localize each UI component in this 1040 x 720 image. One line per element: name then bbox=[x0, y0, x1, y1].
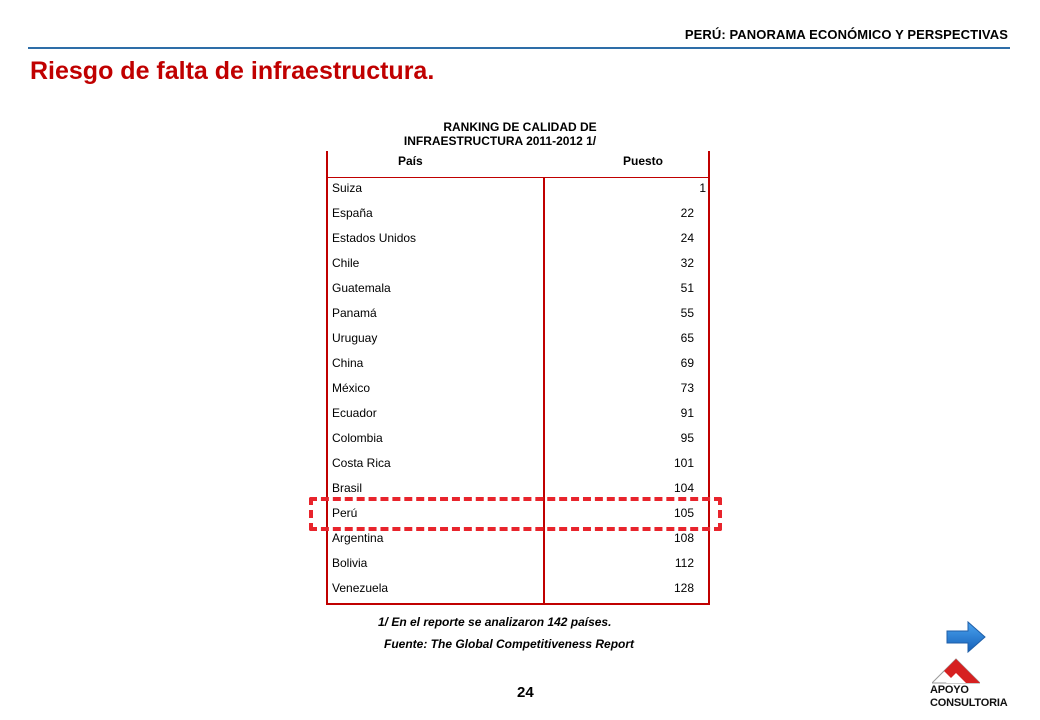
apoyo-logo-icon bbox=[932, 658, 980, 684]
header-rank: Puesto bbox=[623, 154, 664, 168]
row-rank: 55 bbox=[680, 306, 694, 320]
source-note: Fuente: The Global Competitiveness Report bbox=[384, 637, 635, 651]
row-rank: 69 bbox=[680, 356, 694, 370]
table-row bbox=[328, 177, 708, 202]
row-country: Panamá bbox=[332, 306, 377, 320]
row-country: Venezuela bbox=[332, 581, 389, 595]
row-rank: 32 bbox=[680, 256, 694, 270]
table-row bbox=[328, 377, 708, 402]
row-country: Bolivia bbox=[332, 556, 368, 570]
table-header-row bbox=[328, 151, 708, 178]
row-rank: 1 bbox=[699, 181, 706, 195]
row-rank: 22 bbox=[680, 206, 694, 220]
table-title-line1: RANKING DE CALIDAD DE bbox=[443, 120, 597, 134]
row-country: Suiza bbox=[332, 181, 363, 195]
row-country: Ecuador bbox=[332, 406, 377, 420]
row-rank: 112 bbox=[674, 556, 694, 570]
table-row bbox=[328, 252, 708, 277]
table-row bbox=[328, 427, 708, 452]
table-row bbox=[328, 352, 708, 377]
logo-line2: CONSULTORIA bbox=[930, 697, 1008, 709]
header-country: País bbox=[398, 154, 423, 168]
table-row bbox=[328, 277, 708, 302]
table-row bbox=[328, 327, 708, 352]
slide-title: Riesgo de falta de infraestructura. bbox=[30, 57, 435, 85]
table-row bbox=[328, 202, 708, 227]
row-rank: 104 bbox=[673, 481, 694, 495]
apoyo-logo bbox=[930, 658, 1010, 718]
footnote: 1/ En el reporte se analizaron 142 países. bbox=[378, 615, 612, 629]
row-rank: 108 bbox=[673, 531, 694, 545]
row-country: Argentina bbox=[332, 531, 384, 545]
row-country: México bbox=[332, 381, 371, 395]
row-country: Guatemala bbox=[332, 281, 391, 295]
row-rank: 65 bbox=[680, 331, 694, 345]
row-rank: 73 bbox=[680, 381, 694, 395]
row-rank: 128 bbox=[673, 581, 694, 595]
header-rule bbox=[28, 47, 1010, 49]
header-title: PERÚ: PANORAMA ECONÓMICO Y PERSPECTIVAS bbox=[684, 27, 1008, 42]
table-row bbox=[328, 227, 708, 252]
table-row bbox=[328, 452, 708, 477]
table-title bbox=[330, 120, 710, 148]
row-rank: 91 bbox=[680, 406, 694, 420]
row-rank: 105 bbox=[673, 506, 694, 520]
table-row bbox=[328, 577, 708, 602]
peru-highlight-box bbox=[309, 497, 722, 531]
table-row bbox=[328, 552, 708, 577]
row-rank: 24 bbox=[680, 231, 694, 245]
arrow-right-icon[interactable] bbox=[946, 620, 986, 654]
row-country: Colombia bbox=[332, 431, 383, 445]
row-country: Chile bbox=[332, 256, 360, 270]
table-row bbox=[328, 302, 708, 327]
row-country: Brasil bbox=[332, 481, 363, 495]
row-country: Costa Rica bbox=[332, 456, 391, 470]
row-rank: 101 bbox=[673, 456, 694, 470]
page-number: 24 bbox=[517, 684, 534, 701]
row-country: Uruguay bbox=[332, 331, 378, 345]
logo-line1: APOYO bbox=[930, 684, 969, 696]
row-country: China bbox=[332, 356, 364, 370]
row-country: España bbox=[332, 206, 373, 220]
table-row bbox=[328, 402, 708, 427]
row-rank: 51 bbox=[680, 281, 694, 295]
row-country: Perú bbox=[332, 506, 358, 520]
logo-text bbox=[930, 684, 1007, 710]
row-country: Estados Unidos bbox=[332, 231, 417, 245]
table-title-line2: INFRAESTRUCTURA 2011-2012 1/ bbox=[403, 134, 597, 148]
ranking-table bbox=[326, 151, 710, 605]
row-rank: 95 bbox=[680, 431, 694, 445]
